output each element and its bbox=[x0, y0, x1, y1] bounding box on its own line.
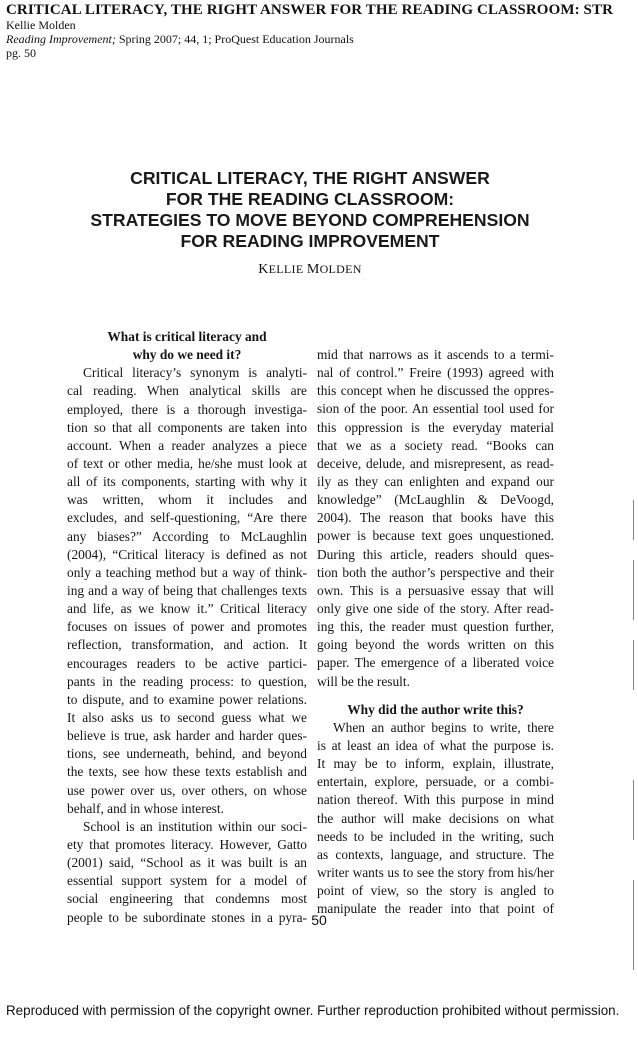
text-line: this concept when he discussed the oppres- bbox=[317, 383, 554, 399]
text-line: the texts, see how these texts establish and bbox=[67, 764, 307, 780]
left-column bbox=[67, 328, 307, 927]
text-line: It may be to inform, explain, illustrate, bbox=[317, 756, 554, 772]
header-citation bbox=[6, 33, 638, 47]
text-line: nal of control.” Freire (1993) agreed with bbox=[317, 365, 554, 381]
article-title bbox=[40, 168, 580, 252]
header-citation-details: Spring 2007; 44, 1; ProQuest Education Journals bbox=[115, 32, 354, 47]
article-title-line: FOR THE READING CLASSROOM: bbox=[165, 189, 455, 209]
section-heading: Why did the author write this? bbox=[347, 701, 524, 717]
text-line: School is an institution within our soci- bbox=[83, 818, 307, 834]
text-line: any biases?” According to McLaughlin bbox=[67, 528, 307, 544]
text-line: as contexts, language, and structure. The bbox=[317, 846, 554, 862]
text-line: only give one side of the story. After read- bbox=[317, 600, 554, 616]
text-line: this oppression is the everyday material bbox=[317, 419, 554, 435]
text-line: cal reading. When analytical skills are bbox=[67, 383, 307, 399]
text-line: (2001) said, “School as it was built is an bbox=[67, 855, 307, 871]
scan-edge-mark bbox=[633, 640, 634, 690]
text-line: essential support system for a model of bbox=[67, 873, 307, 889]
text-line: people to be subordinate stones in a pyra- bbox=[67, 909, 307, 925]
page-number: 50 bbox=[311, 912, 327, 928]
text-line: ily as they can enlighten and expand our bbox=[317, 473, 554, 489]
article-title-line: FOR READING IMPROVEMENT bbox=[180, 231, 440, 251]
text-line: encourages readers to be active partici- bbox=[67, 655, 307, 671]
text-line: of text or other media, he/she must look at bbox=[67, 455, 307, 471]
scan-edge-mark bbox=[633, 880, 634, 970]
text-line: sion of the poor. An essential tool used for bbox=[317, 401, 554, 417]
text-line: ing this, the reader must question further, bbox=[317, 619, 554, 635]
header-journal: Reading Improvement; bbox=[6, 32, 116, 47]
text-line: and life, as we know it.” Critical literacy bbox=[67, 601, 307, 617]
text-line: focuses on issues of power and promotes bbox=[67, 619, 307, 635]
text-line: When an author begins to write, there bbox=[333, 719, 554, 735]
text-line: nation thereof. With this purpose in mind bbox=[317, 792, 554, 808]
text-line: (2004), “Critical literacy is defined as not bbox=[67, 546, 307, 562]
text-line: behalf, and in whose interest. bbox=[67, 800, 224, 816]
text-line: is at least an idea of what the purpose is. bbox=[317, 737, 554, 753]
text-line: only a teaching method but a way of think- bbox=[67, 564, 307, 580]
text-line: writer wants us to see the story from his/her bbox=[317, 864, 554, 880]
text-line: pants in the reading process: to question, bbox=[67, 673, 307, 689]
copyright-footer: Reproduced with permission of the copyright owner. Further reproduction prohibited without permission. bbox=[6, 1003, 620, 1018]
text-line: manipulate the reader into that point of bbox=[317, 901, 554, 917]
text-line: knowledge” (McLaughlin & DeVoogd, bbox=[317, 492, 554, 508]
text-line: needs to be included in the writing, such bbox=[317, 828, 554, 844]
text-line: entertain, explore, persuade, or a combi- bbox=[317, 774, 554, 790]
section-heading: why do we need it? bbox=[132, 347, 242, 363]
text-line: believe is true, ask harder and harder ques- bbox=[67, 728, 307, 744]
text-line: point of view, so the story is angled to bbox=[317, 883, 554, 899]
text-line: will be the result. bbox=[317, 673, 410, 689]
text-line: ety that promotes literacy. However, Gatto bbox=[67, 836, 307, 852]
header-author: Kellie Molden bbox=[6, 18, 76, 33]
text-line: reflection, transformation, and action. It bbox=[67, 637, 307, 653]
text-line: tion both the author’s perspective and their bbox=[317, 564, 554, 580]
header-title: CRITICAL LITERACY, THE RIGHT ANSWER FOR THE READING CLASSROOM: STR bbox=[6, 2, 614, 18]
section-heading: What is critical literacy and bbox=[107, 329, 267, 344]
text-line: power is because text goes unquestioned. bbox=[317, 528, 554, 544]
article-title-line: CRITICAL LITERACY, THE RIGHT ANSWER bbox=[130, 168, 490, 188]
scan-edge-mark bbox=[633, 780, 634, 840]
text-line: It also asks us to second guess what we bbox=[67, 709, 307, 725]
scan-edge-mark bbox=[633, 500, 634, 540]
text-line: was written, whom it includes and bbox=[67, 492, 307, 508]
text-line: use power over us, over others, on whose bbox=[67, 782, 307, 798]
text-line: ing and a way of being that challenges texts bbox=[67, 582, 307, 598]
article-title-line: STRATEGIES TO MOVE BEYOND COMPREHENSION bbox=[90, 210, 530, 230]
text-line: 2004). The reason that books have this bbox=[317, 510, 554, 526]
citation-header bbox=[6, 2, 638, 61]
text-line: all of its components, starting with why it bbox=[67, 474, 307, 490]
text-line: social engineering that condemns most bbox=[67, 891, 307, 907]
text-line: paper. The emergence of a liberated voice bbox=[317, 655, 554, 671]
text-line: account. When a reader analyzes a piece bbox=[67, 437, 307, 453]
text-line: employed, there is a thorough investiga- bbox=[67, 401, 307, 417]
text-line: tion so that all components are taken into bbox=[67, 419, 307, 435]
scan-edge-mark bbox=[633, 560, 634, 620]
text-line: to dispute, and to examine power relations. bbox=[67, 691, 307, 707]
text-line: tions, see underneath, behind, and beyond bbox=[67, 746, 307, 762]
text-line: Critical literacy’s synonym is analyti- bbox=[83, 365, 307, 381]
text-line: deceive, delude, and misrepresent, as read- bbox=[317, 455, 554, 471]
text-line: that we as a society read. “Books can bbox=[317, 437, 554, 453]
right-column bbox=[317, 346, 554, 918]
text-line: own. This is a persuasive essay that will bbox=[317, 582, 554, 598]
text-line: During this article, readers should ques- bbox=[317, 546, 554, 562]
text-line: the author will make decisions on what bbox=[317, 810, 554, 826]
text-line: excludes, and self-questioning, “Are there bbox=[67, 510, 307, 526]
text-line: mid that narrows as it ascends to a termi- bbox=[317, 347, 554, 362]
text-line: going beyond the words written on this bbox=[317, 637, 554, 653]
article-author: KELLIE MOLDEN bbox=[258, 262, 362, 277]
header-page: pg. 50 bbox=[6, 45, 36, 60]
